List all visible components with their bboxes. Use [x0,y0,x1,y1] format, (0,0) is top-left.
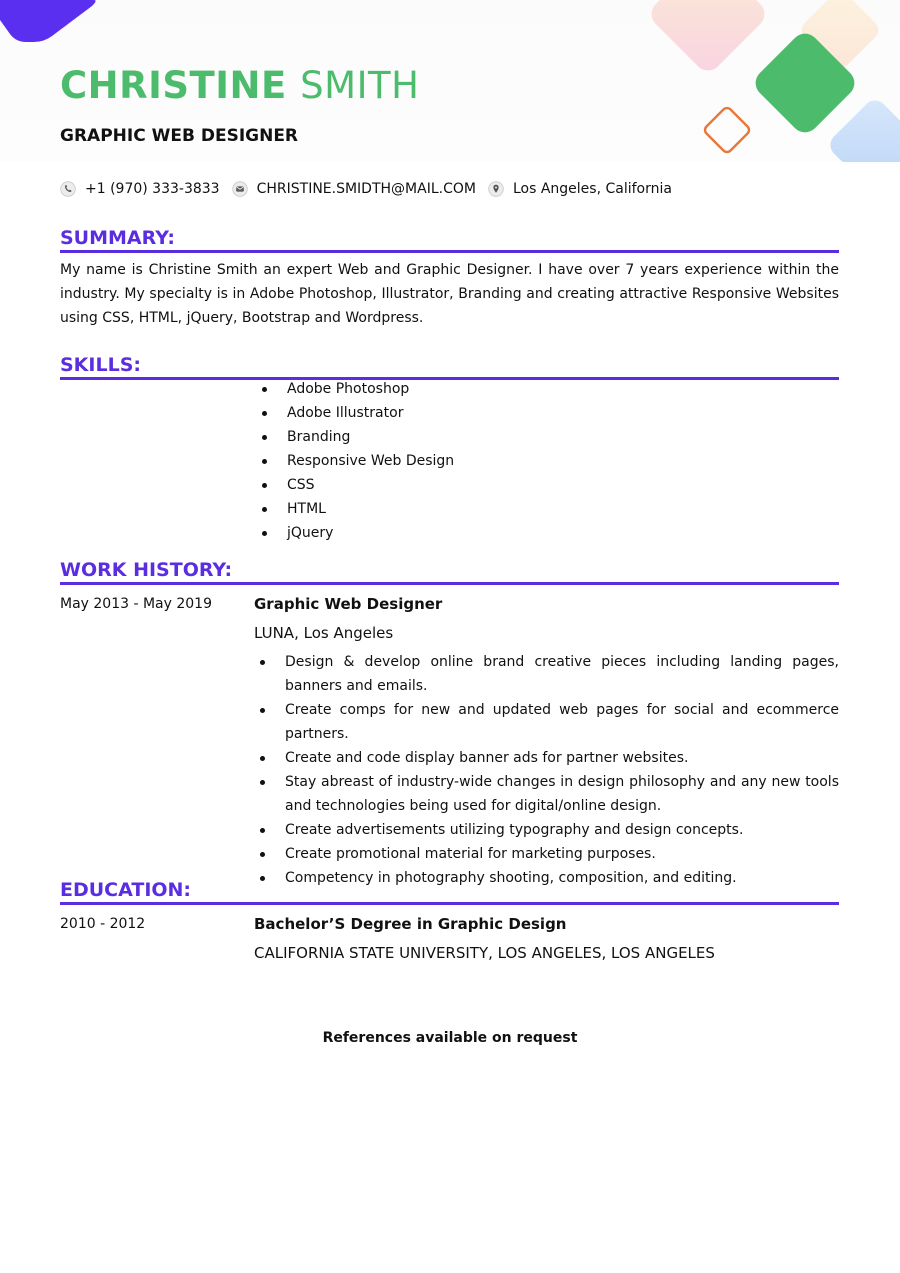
bullet-icon [262,531,267,536]
job-dates: May 2013 - May 2019 [60,596,212,612]
bullet-icon [262,483,267,488]
skill-label: Adobe Photoshop [287,381,410,397]
bullet-icon [260,780,265,785]
email-address: CHRISTINE.SMIDTH@MAIL.COM [256,181,476,197]
location-icon [488,181,504,197]
candidate-name [60,64,419,108]
bullet-icon [262,459,267,464]
skill-label: HTML [287,501,326,517]
education-school: CALIFORNIA STATE UNIVERSITY, LOS ANGELES, LOS ANGELES [254,944,715,962]
duty-text: Create and code display banner ads for partner websites. [285,750,689,766]
job-title: GRAPHIC WEB DESIGNER [60,126,299,146]
bullet-icon [262,411,267,416]
summary-text: My name is Christine Smith an expert Web and Graphic Designer. I have over 7 years experience within the industry. My specialty is in Adobe Photoshop, Illustrator, Branding and creating attractive Responsive Websites using CSS, HTML, jQuery, Bootstrap and Wordpress. [60,262,839,326]
work-history-heading: WORK HISTORY: [60,558,839,585]
duty-item [255,770,839,818]
bullet-icon [260,660,265,665]
education-dates: 2010 - 2012 [60,916,146,932]
duty-text: Stay abreast of industry-wide changes in design philosophy and any new tools and technologies being used for digital/online design. [285,774,839,814]
skill-item [257,449,837,473]
skill-label: Adobe Illustrator [287,405,404,421]
job-company: LUNA, Los Angeles [254,624,394,642]
corner-triangle-decoration [0,0,96,44]
skill-item [257,401,837,425]
skill-label: Branding [287,429,351,445]
references-note: References available on request [322,1030,578,1046]
skill-label: CSS [287,477,315,493]
education-heading: EDUCATION: [60,878,839,905]
bullet-icon [262,507,267,512]
skills-list [257,377,837,545]
skill-item [257,377,837,401]
skill-item [257,521,837,545]
bullet-icon [260,708,265,713]
duty-item [255,698,839,746]
first-name: CHRISTINE [60,64,287,107]
phone-icon [60,181,76,197]
bullet-icon [260,756,265,761]
duty-text: Design & develop online brand creative pieces including landing pages, banners and emails. [285,654,839,694]
duty-item [255,818,839,842]
phone-number: +1 (970) 333-3833 [85,181,220,197]
skills-heading: SKILLS: [60,353,839,380]
duty-text: Create advertisements utilizing typography and design concepts. [285,822,744,838]
job-role: Graphic Web Designer [254,595,443,613]
bullet-icon [262,435,267,440]
bullet-icon [260,852,265,857]
duty-text: Create promotional material for marketing purposes. [285,846,656,862]
education-degree: Bachelor’S Degree in Graphic Design [254,915,567,933]
duty-text: Create comps for new and updated web pages for social and ecommerce partners. [285,702,839,742]
bullet-icon [262,387,267,392]
duty-item [255,842,839,866]
location: Los Angeles, California [512,181,672,197]
email-icon [232,181,248,197]
summary-heading: SUMMARY: [60,226,839,253]
duty-text: Competency in photography shooting, composition, and editing. [285,870,737,886]
skill-label: jQuery [287,525,334,541]
skill-item [257,473,837,497]
bullet-icon [260,828,265,833]
diamond-decoration-group [640,0,900,162]
skill-item [257,425,837,449]
contact-bar [60,178,684,200]
skill-item [257,497,837,521]
skill-label: Responsive Web Design [287,453,455,469]
duty-item [255,746,839,770]
duty-item [255,650,839,698]
job-duties-list [255,650,839,890]
last-name: SMITH [300,64,420,107]
